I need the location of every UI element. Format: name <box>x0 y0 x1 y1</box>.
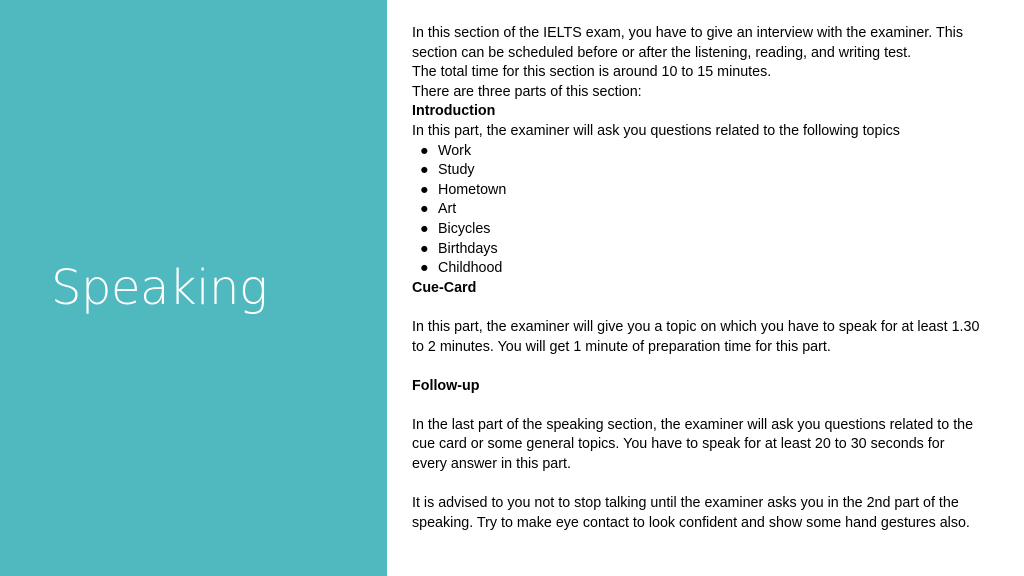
topic-item <box>412 200 982 220</box>
topic-label: Birthdays <box>438 240 498 257</box>
advice-paragraph: It is advised to you not to stop talking until the examiner asks you in the 2nd part of the speaking. Try to make eye contact to look confident and show some hand gestures also. <box>412 495 970 531</box>
duration-paragraph: The total time for this section is around 10 to 15 minutes. <box>412 64 772 81</box>
intro-paragraph: In this section of the IELTS exam, you have to give an interview with the examiner. This section can be scheduled before or after the listening, reading, and writing test. <box>412 25 963 61</box>
topic-list <box>412 142 982 279</box>
follow-up-heading: Follow-up <box>412 377 480 394</box>
spacer <box>412 396 982 416</box>
bullet-icon: ● <box>420 240 429 257</box>
bullet-icon: ● <box>420 201 429 218</box>
slide-title: Speaking <box>51 260 268 316</box>
topic-label: Hometown <box>438 181 507 198</box>
topic-item <box>412 181 982 201</box>
topic-label: Work <box>438 142 472 159</box>
content-body <box>412 24 982 533</box>
topic-label: Childhood <box>438 260 503 277</box>
topic-label: Bicycles <box>438 220 491 237</box>
bullet-icon: ● <box>420 220 429 237</box>
parts-paragraph: There are three parts of this section: <box>412 83 642 100</box>
topic-item <box>412 142 982 162</box>
spacer <box>412 357 982 377</box>
topic-item <box>412 161 982 181</box>
cue-card-text: In this part, the examiner will give you a topic on which you have to speak for at least 1.30 to 2 minutes. You will get 1 minute of preparation time for this part. <box>412 318 980 355</box>
topic-item <box>412 240 982 260</box>
spacer <box>412 475 982 495</box>
topic-item <box>412 259 982 279</box>
title-panel <box>0 0 387 576</box>
bullet-icon: ● <box>420 181 429 198</box>
bullet-icon: ● <box>420 260 429 277</box>
introduction-heading: Introduction <box>412 103 496 120</box>
topic-label: Art <box>438 201 457 218</box>
bullet-icon: ● <box>420 142 429 159</box>
topic-label: Study <box>438 162 475 179</box>
follow-up-text: In the last part of the speaking section, the examiner will ask you questions related to the cue card or some general topics. You have to speak for at least 20 to 30 seconds for every answer in this part. <box>412 416 974 473</box>
topic-item <box>412 220 982 240</box>
spacer <box>412 298 982 318</box>
cue-card-heading: Cue-Card <box>412 279 477 296</box>
introduction-text: In this part, the examiner will ask you questions related to the following topics <box>412 122 900 139</box>
bullet-icon: ● <box>420 162 429 179</box>
